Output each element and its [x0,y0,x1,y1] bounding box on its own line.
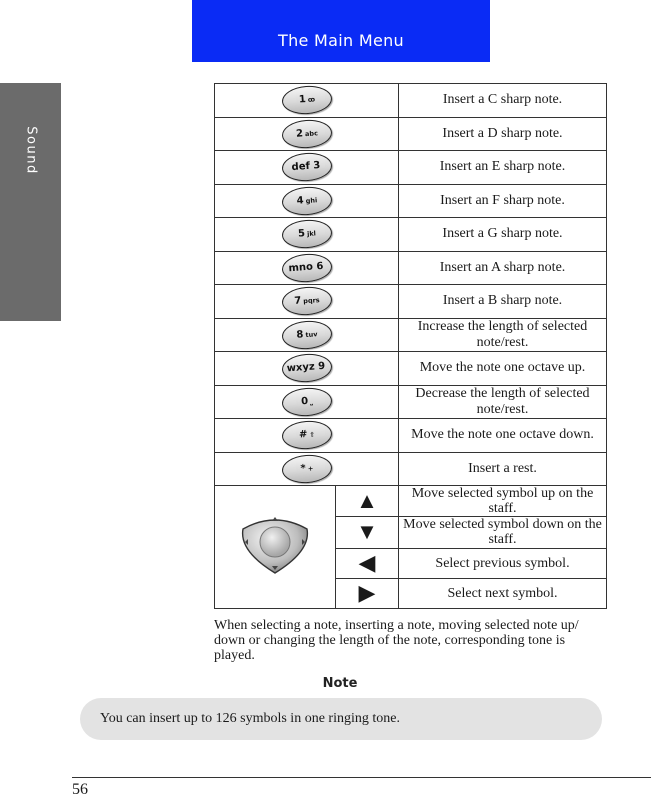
key-description: Insert an A sharp note. [399,251,607,285]
key-sub-label [325,262,326,270]
key-sub-label [322,162,323,170]
key-sub-label: ⎵ [309,397,313,406]
key-description: Move the note one octave up. [399,352,607,386]
key-4-icon [281,185,333,216]
table-row [215,117,607,151]
arrow-up-icon: ▲ [356,487,378,513]
arrow-cell [336,578,399,608]
key-description: Insert a rest. [399,452,607,486]
key-description: Insert a G sharp note. [399,218,607,252]
table-row [215,385,607,419]
key-9-icon [281,353,333,384]
key-cell [215,285,399,319]
key-cell [215,218,399,252]
key-cell [215,251,399,285]
table-row [215,452,607,486]
nav-description: Select previous symbol. [399,548,607,578]
arrow-cell [336,548,399,578]
key-2-icon [281,118,333,149]
key-6-icon [281,252,333,283]
key-description: Insert a B sharp note. [399,285,607,319]
key-description: Insert a D sharp note. [399,117,607,151]
key-main-label: 7 [293,295,302,308]
key-sub-label [326,363,327,371]
note-text: You can insert up to 126 symbols in one ringing tone. [100,711,400,726]
key-description: Decrease the length of selected note/rest. [399,385,607,419]
key-main-label: 8 [295,329,304,341]
note-label: Note [322,676,358,691]
key-cell [215,318,399,352]
table-row [215,218,607,252]
key-sub-label: abc [304,128,318,138]
note-box [80,698,602,740]
key-sub-label: + [307,464,314,473]
table-row [215,486,607,517]
navigation-key-icon [237,515,313,575]
key-sub-label: jkl [306,229,316,239]
key-cell [215,385,399,419]
key-cell [215,184,399,218]
nav-description: Move selected symbol down on the staff. [399,517,607,548]
key-main-label: # [298,429,308,441]
key-main-label: 0 [300,395,309,408]
nav-key-cell [215,486,336,609]
nav-description: Move selected symbol up on the staff. [399,486,607,517]
side-tab-label: Sound [23,126,38,175]
table-row [215,84,607,118]
key-7-icon [281,286,333,317]
key-5-icon [281,219,333,250]
key-cell [215,419,399,453]
table-row [215,285,607,319]
key-0-icon [281,386,333,417]
key-hash-icon [281,420,333,451]
key-cell [215,117,399,151]
key-main-label: 2 [295,128,303,140]
key-sub-label: ghi [304,196,317,205]
nav-description: Select next symbol. [399,578,607,608]
key-cell [215,84,399,118]
table-row [215,318,607,352]
key-main-label: 1 [298,94,306,106]
key-3-icon [281,152,333,183]
table-row [215,419,607,453]
key-main-label: mno 6 [287,260,324,275]
arrow-left-icon: ◀ [358,549,376,575]
footer-divider [72,777,651,778]
arrow-right-icon: ▶ [358,579,376,605]
key-main-label: 5 [297,228,305,240]
body-paragraph: When selecting a note, inserting a note, moving selected note up/ down or changing the length of the note, corresponding tone is played. [214,618,579,663]
key-description: Insert a C sharp note. [399,84,607,118]
table-row [215,151,607,185]
key-description: Move the note one octave down. [399,419,607,453]
key-main-label: 4 [295,194,304,207]
header-title [192,0,490,62]
key-main-label: * [299,462,306,475]
key-function-table [214,83,607,609]
key-cell [215,151,399,185]
key-main-label: wxyz 9 [285,360,326,375]
side-tab [0,83,61,321]
key-description: Insert an F sharp note. [399,184,607,218]
key-sub-label: ꝏ [307,95,315,105]
key-description: Increase the length of selected note/rest. [399,318,607,352]
header-title-text: The Main Menu [278,31,404,50]
key-cell [215,452,399,486]
table-row [215,352,607,386]
table-row [215,251,607,285]
key-8-icon [281,319,333,350]
key-description: Insert an E sharp note. [399,151,607,185]
key-star-icon [281,453,333,484]
key-sub-label: pqrs [302,296,320,306]
arrow-cell [336,517,399,548]
arrow-down-icon: ▼ [356,518,378,544]
table-row [215,184,607,218]
page-number: 56 [72,781,88,798]
key-sub-label: ⇧ [308,430,315,440]
key-1-icon [281,85,333,116]
arrow-cell [336,486,399,517]
key-main-label: def 3 [290,160,321,174]
key-cell [215,352,399,386]
key-sub-label: tuv [304,330,318,339]
